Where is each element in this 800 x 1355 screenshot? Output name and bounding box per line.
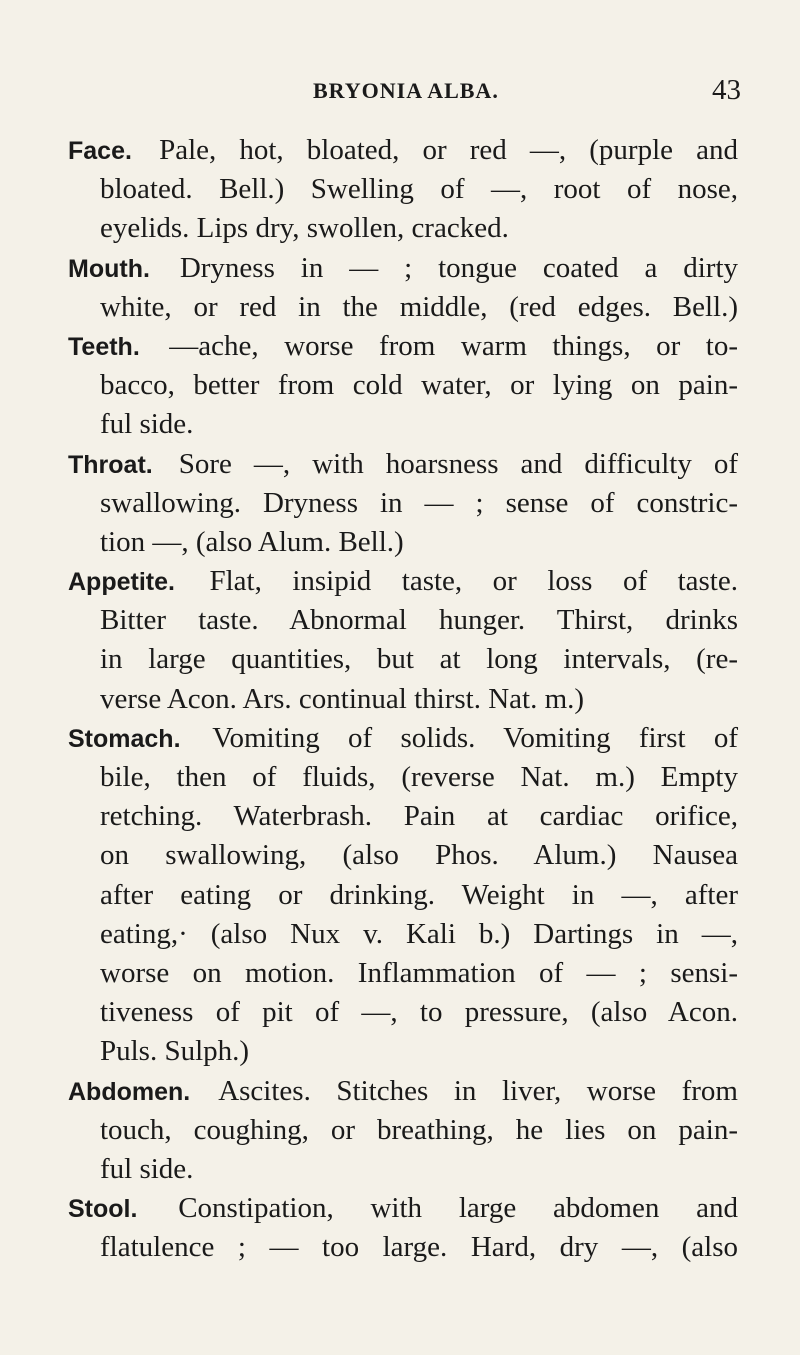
entry-text: bile, then of fluids, (reverse Nat. m.) Empty <box>100 761 738 793</box>
entry-text: Flat, insipid taste, or loss of taste. <box>209 565 738 598</box>
entry-text: Constipation, with large abdomen and <box>178 1192 738 1225</box>
entry-text: worse on motion. Inflammation of — ; sensi- <box>100 956 738 989</box>
entry-text: Vomiting of solids. Vomiting first of <box>212 721 738 754</box>
entry-stomach-line-5 <box>68 876 738 915</box>
entry-heading: Mouth. <box>68 254 150 283</box>
entry-stool-line-2 <box>68 1228 738 1267</box>
entry-teeth-line-3 <box>68 405 738 444</box>
entry-text: Bitter taste. Abnormal hunger. Thirst, drinks <box>100 604 738 637</box>
entry-text: eating,· (also Nux v. Kali b.) Dartings in —, <box>100 917 738 950</box>
entry-stomach-line-1 <box>68 719 738 758</box>
entry-text: Ascites. Stitches in liver, worse from <box>218 1074 738 1107</box>
entry-text: bacco, better from cold water, or lying on pain- <box>100 369 738 402</box>
entry-abdomen-line-2 <box>68 1111 738 1150</box>
entry-text: in large quantities, but at long intervals, (re- <box>100 643 738 676</box>
entry-stool-line-1 <box>68 1189 738 1228</box>
entry-heading: Abdomen. <box>68 1077 191 1106</box>
entry-throat-line-3 <box>68 523 738 562</box>
entry-text: —ache, worse from warm things, or to- <box>169 329 739 362</box>
page-body <box>68 131 738 1267</box>
entry-appetite-line-3 <box>68 640 738 679</box>
entry-text: ful side. <box>100 1152 194 1185</box>
entry-abdomen-line-1 <box>68 1072 738 1111</box>
entry-heading: Stool. <box>68 1195 138 1224</box>
entry-appetite-line-1 <box>68 562 738 601</box>
entry-text: swallowing. Dryness in — ; sense of constric- <box>100 486 738 519</box>
entry-text: Pale, hot, bloated, or red —, (purple and <box>159 134 738 166</box>
entry-stomach-line-9 <box>68 1032 738 1071</box>
entry-stomach-line-4 <box>68 836 738 875</box>
entry-teeth-line-1 <box>68 327 738 366</box>
entry-heading: Face. <box>68 137 132 165</box>
entry-stomach-line-8 <box>68 993 738 1032</box>
entry-text: after eating or drinking. Weight in —, after <box>100 878 738 911</box>
entry-stomach-line-2 <box>68 758 738 797</box>
entry-text: eyelids. Lips dry, swollen, cracked. <box>100 212 509 245</box>
entry-abdomen-line-3 <box>68 1150 738 1189</box>
running-title: BRYONIA ALBA. <box>313 78 499 103</box>
entry-text: Sore —, with hoarsness and difficulty of <box>178 447 738 480</box>
entry-text: white, or red in the middle, (red edges. Bell.) <box>100 290 738 323</box>
entry-heading: Throat. <box>68 450 153 479</box>
entry-appetite-line-2 <box>68 601 738 640</box>
entry-mouth-line-1 <box>68 249 738 288</box>
entry-face-line-2 <box>68 170 738 209</box>
entry-text: bloated. Bell.) Swelling of —, root of nose, <box>100 173 738 206</box>
entry-heading: Appetite. <box>68 568 175 597</box>
entry-text: Puls. Sulph.) <box>100 1035 250 1068</box>
page-number: 43 <box>712 74 741 106</box>
page-header <box>0 74 800 118</box>
entry-text: flatulence ; — too large. Hard, dry —, (also <box>100 1231 738 1264</box>
entry-heading: Stomach. <box>68 724 181 753</box>
entry-stomach-line-6 <box>68 915 738 954</box>
entry-heading: Teeth. <box>68 332 140 361</box>
entry-throat-line-1 <box>68 445 738 484</box>
entry-text: tion —, (also Alum. Bell.) <box>100 525 404 558</box>
entry-text: verse Acon. Ars. continual thirst. Nat. m.) <box>100 682 585 715</box>
entry-text: tiveness of pit of —, to pressure, (also Acon. <box>100 996 738 1029</box>
entry-throat-line-2 <box>68 484 738 523</box>
entry-face-line-1 <box>68 131 738 170</box>
entry-text: on swallowing, (also Phos. Alum.) Nausea <box>100 839 738 872</box>
entry-stomach-line-7 <box>68 954 738 993</box>
entry-face-line-3 <box>68 209 738 248</box>
entry-text: ful side. <box>100 408 194 441</box>
entry-mouth-line-2 <box>68 288 738 327</box>
entry-text: touch, coughing, or breathing, he lies on pain- <box>100 1113 738 1146</box>
entry-teeth-line-2 <box>68 366 738 405</box>
entry-text: Dryness in — ; tongue coated a dirty <box>179 251 739 284</box>
entry-text: retching. Waterbrash. Pain at cardiac orifice, <box>100 800 738 833</box>
entry-stomach-line-3 <box>68 797 738 836</box>
entry-appetite-line-4 <box>68 680 738 719</box>
